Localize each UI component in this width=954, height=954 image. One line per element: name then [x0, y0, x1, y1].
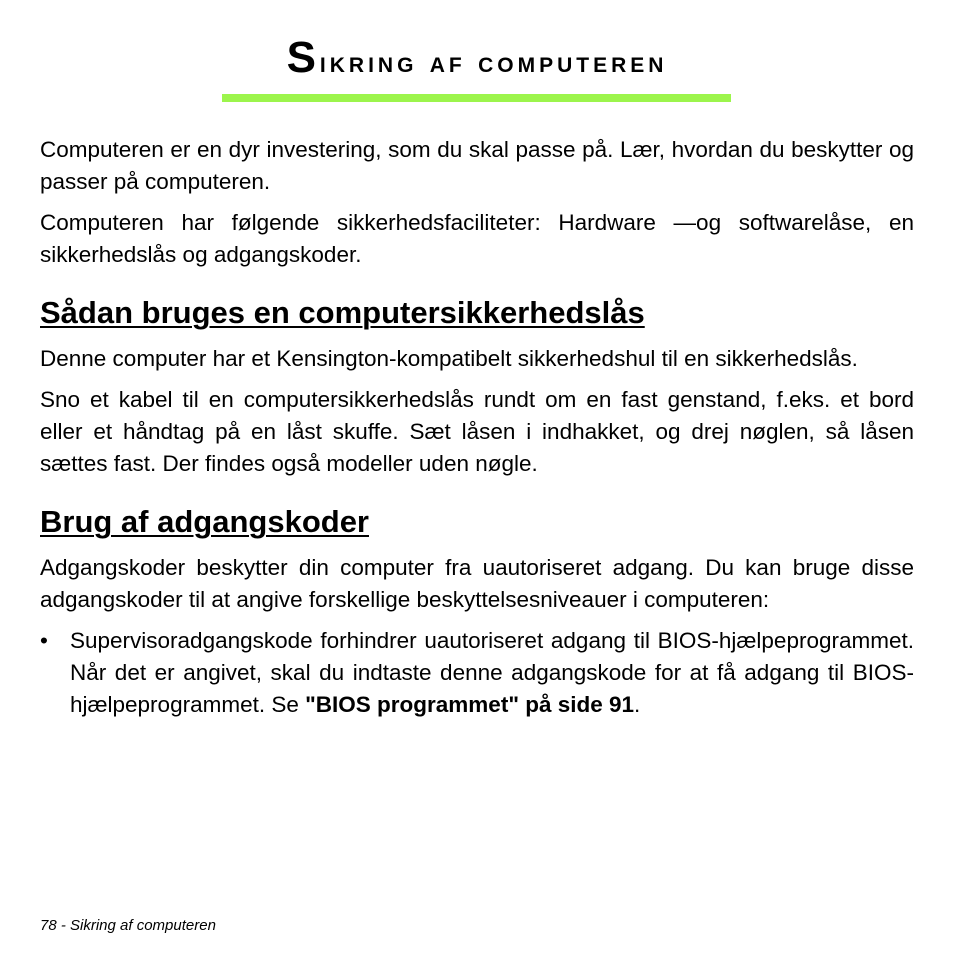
passwords-paragraph-1: Adgangskoder beskytter din computer fra uautoriseret adgang. Du kan bruge disse adgangskoder til at angive forskellige beskyttelsesniveauer i computeren: — [40, 555, 914, 612]
bullet-end: . — [634, 692, 641, 717]
page-title-initial: S — [286, 33, 320, 82]
bullet-text: Supervisoradgangskode forhindrer uautoriseret adgang til BIOS-hjælpeprogrammet. Når det er angivet, skal du indtaste denne adgangskode for at få adgang til BIOS-hjælpeprogrammet. Se — [70, 628, 914, 717]
bullet-icon: • — [40, 628, 48, 653]
list-item — [40, 625, 914, 721]
page-footer: 78 - Sikring af computeren — [40, 917, 216, 934]
page-content — [40, 134, 914, 721]
security-lock-paragraph-2: Sno et kabel til en computersikkerhedslås rundt om en fast genstand, f.eks. et bord eller et håndtag på en låst skuffe. Sæt låsen i indhakket, og drej nøglen, så låsen sættes fast. Der findes også modeller uden nøgle. — [40, 387, 914, 476]
section-heading-passwords: Brug af adgangskoder — [40, 504, 369, 539]
intro-paragraph-1: Computeren er en dyr investering, som du skal passe på. Lær, hvordan du beskytter og passer på computeren. — [40, 137, 914, 194]
security-lock-paragraph-1: Denne computer har et Kensington-kompatibelt sikkerhedshul til en sikkerhedslås. — [40, 346, 858, 371]
page-title-rest: ikring af computeren — [319, 46, 668, 79]
bios-cross-reference-link[interactable]: "BIOS programmet" på side 91 — [305, 692, 635, 717]
section-heading-security-lock: Sådan bruges en computersikkerhedslås — [40, 295, 645, 330]
page-title — [0, 30, 954, 91]
title-underline-bar — [222, 94, 731, 102]
intro-paragraph-2: Computeren har følgende sikkerhedsfaciliteter: Hardware —og softwarelåse, en sikkerhedslås og adgangskoder. — [40, 210, 914, 267]
